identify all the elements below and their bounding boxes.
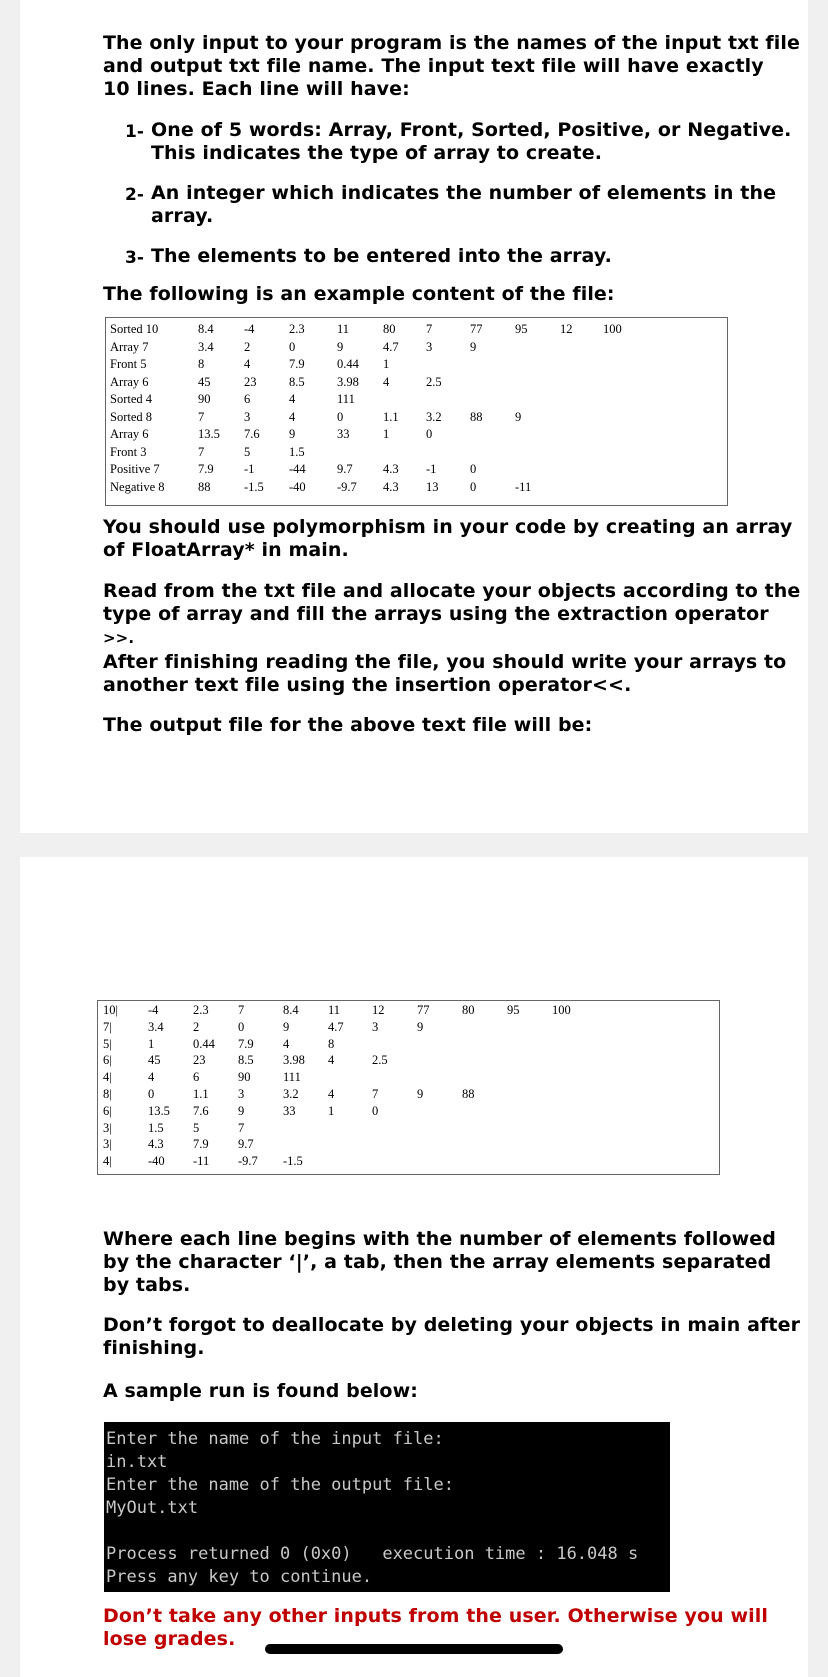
input-cell: 13 <box>426 479 439 494</box>
input-cell: -1 <box>426 462 437 476</box>
where-line: by the character ‘|’, a tab, then the array elements separated <box>103 1251 772 1273</box>
input-cell: 3.4 <box>198 339 214 354</box>
input-cell: Negative 8 <box>110 479 165 494</box>
output-cell: 7.9 <box>238 1036 254 1051</box>
polymorphism-line: You should use polymorphism in your code by creating an array <box>103 516 793 538</box>
console-line: Process returned 0 (0x0) execution time : 16.048 s <box>106 1544 639 1564</box>
output-cell: 100 <box>552 1003 571 1017</box>
output-cell: 2 <box>193 1019 200 1034</box>
input-cell: 1.1 <box>383 409 399 424</box>
input-cell: 3.98 <box>337 374 359 389</box>
input-cell: Sorted 8 <box>110 409 153 424</box>
input-cell: 95 <box>515 322 528 336</box>
step-text: The elements to be entered into the array. <box>151 245 612 267</box>
warning-line: Don’t take any other inputs from the user. Otherwise you will <box>103 1605 768 1627</box>
output-cell: 2.5 <box>372 1053 388 1068</box>
input-cell: 4.3 <box>383 479 399 494</box>
output-cell: 4 <box>283 1036 290 1051</box>
output-cell: 6 <box>193 1070 200 1085</box>
console-line: Enter the name of the input file: <box>106 1429 444 1449</box>
console-line: in.txt <box>106 1452 168 1472</box>
input-cell: -40 <box>289 479 306 494</box>
output-cell: 8.5 <box>238 1053 254 1068</box>
output-cell: -9.7 <box>238 1154 258 1169</box>
input-cell: Positive 7 <box>110 462 160 476</box>
input-cell: 9 <box>470 339 477 354</box>
output-cell: 7 <box>238 1120 245 1135</box>
output-cell: 7 <box>372 1087 379 1101</box>
input-cell: 4.7 <box>383 339 399 354</box>
intro-line: and output txt file name. The input text file will have exactly <box>103 55 764 77</box>
home-indicator[interactable] <box>265 1644 563 1654</box>
output-cell: 7 <box>238 1003 245 1017</box>
input-cell: 3.2 <box>426 409 442 424</box>
output-cell: 12 <box>372 1003 385 1017</box>
output-cell: 8| <box>103 1087 112 1101</box>
output-cell: 3 <box>238 1087 245 1101</box>
input-cell: 9 <box>337 339 344 354</box>
input-cell: 3 <box>244 409 251 424</box>
output-cell: 9 <box>417 1019 424 1034</box>
output-cell: 1 <box>148 1036 155 1051</box>
read-line: >>. <box>103 629 135 647</box>
output-cell: 4.3 <box>148 1137 164 1152</box>
output-cell: 33 <box>283 1103 296 1118</box>
output-cell: 4 <box>328 1087 335 1101</box>
input-cell: 8.4 <box>198 322 214 336</box>
input-cell: 2 <box>244 339 251 354</box>
where-line: Where each line begins with the number of elements followed <box>103 1228 776 1250</box>
input-cell: 3 <box>426 339 433 354</box>
example-heading: The following is an example content of the file: <box>103 283 615 305</box>
output-cell: 7| <box>103 1019 112 1034</box>
output-file-table <box>97 1000 720 1175</box>
output-cell: 2.3 <box>193 1003 209 1017</box>
output-cell: 3| <box>103 1120 112 1135</box>
input-cell: 1 <box>383 427 390 441</box>
input-cell: Array 6 <box>110 374 149 389</box>
output-cell: -40 <box>148 1154 165 1169</box>
input-cell: 0 <box>289 339 296 354</box>
output-cell: -4 <box>148 1003 159 1017</box>
input-cell: 4.3 <box>383 462 399 476</box>
input-file-table <box>105 317 728 506</box>
step-text: An integer which indicates the number of elements in the <box>151 182 777 204</box>
output-cell: 9 <box>283 1019 290 1034</box>
input-cell: 8 <box>198 357 205 371</box>
input-cell: 7.9 <box>289 357 305 371</box>
output-cell: 3 <box>372 1019 379 1034</box>
step-text: One of 5 words: Array, Front, Sorted, Positive, or Negative. <box>151 119 792 141</box>
output-cell: 23 <box>193 1053 206 1068</box>
input-cell: 0.44 <box>337 357 359 371</box>
input-cell: 2.3 <box>289 322 305 336</box>
output-cell: 3.4 <box>148 1019 164 1034</box>
output-cell: 95 <box>507 1003 520 1017</box>
input-cell: 88 <box>470 409 483 424</box>
output-heading: The output file for the above text file will be: <box>103 714 593 736</box>
console-window <box>104 1422 670 1592</box>
output-cell: 3| <box>103 1137 112 1152</box>
output-cell: 9 <box>238 1103 245 1118</box>
input-cell: Array 7 <box>110 339 149 354</box>
step-number: 2- <box>125 185 145 205</box>
output-cell: 6| <box>103 1053 112 1068</box>
output-cell: 88 <box>462 1087 475 1101</box>
input-cell: 45 <box>198 374 211 389</box>
output-cell: 8 <box>328 1036 335 1051</box>
step-number: 1- <box>125 122 145 142</box>
output-cell: 80 <box>462 1003 475 1017</box>
input-cell: -11 <box>515 479 532 494</box>
input-cell: 1 <box>383 357 390 371</box>
input-cell: 9 <box>515 409 522 424</box>
console-line: MyOut.txt <box>106 1498 199 1518</box>
input-cell: -1.5 <box>244 479 264 494</box>
sample-heading: A sample run is found below: <box>103 1380 418 1402</box>
output-cell: 3.2 <box>283 1087 299 1101</box>
intro-line: 10 lines. Each line will have: <box>103 78 410 100</box>
output-cell: 45 <box>148 1053 161 1068</box>
input-cell: -9.7 <box>337 479 357 494</box>
write-line: After finishing reading the file, you should write your arrays to <box>103 651 787 673</box>
output-cell: 11 <box>328 1003 341 1017</box>
input-cell: Sorted 4 <box>110 392 153 406</box>
step-text: array. <box>151 205 214 227</box>
output-cell: 90 <box>238 1070 251 1085</box>
output-cell: 111 <box>283 1070 301 1085</box>
output-cell: 4 <box>148 1070 155 1085</box>
output-cell: 0 <box>238 1019 245 1034</box>
input-cell: 8.5 <box>289 374 305 389</box>
input-cell: 4 <box>289 392 296 406</box>
input-cell: 0 <box>470 462 477 476</box>
output-cell: 4| <box>103 1154 112 1169</box>
console-line: Press any key to continue. <box>106 1567 373 1587</box>
input-cell: 100 <box>603 322 622 336</box>
input-cell: -4 <box>244 322 255 336</box>
output-cell: 4| <box>103 1070 112 1085</box>
input-cell: 4 <box>244 357 251 371</box>
output-cell: 0.44 <box>193 1036 215 1051</box>
output-cell: 1 <box>328 1103 335 1118</box>
input-cell: 9.7 <box>337 462 353 476</box>
input-cell: 77 <box>470 322 483 336</box>
input-cell: 7.9 <box>198 462 214 476</box>
output-cell: 3.98 <box>283 1053 305 1068</box>
input-cell: 2.5 <box>426 374 442 389</box>
output-cell: 13.5 <box>148 1103 170 1118</box>
read-line: type of array and fill the arrays using the extraction operator <box>103 603 769 625</box>
input-cell: 90 <box>198 392 211 406</box>
input-cell: Front 5 <box>110 357 147 371</box>
input-cell: Array 6 <box>110 427 149 441</box>
input-cell: -44 <box>289 462 306 476</box>
input-cell: 0 <box>337 409 344 424</box>
input-cell: 6 <box>244 392 251 406</box>
output-cell: 5 <box>193 1120 200 1135</box>
output-cell: 7.6 <box>193 1103 209 1118</box>
output-cell: 9 <box>417 1087 424 1101</box>
input-cell: -1 <box>244 462 255 476</box>
output-cell: 4.7 <box>328 1019 344 1034</box>
output-cell: 7.9 <box>193 1137 209 1152</box>
output-cell: 77 <box>417 1003 430 1017</box>
input-cell: 1.5 <box>289 444 305 459</box>
output-cell: 1.1 <box>193 1087 209 1101</box>
input-cell: 11 <box>337 322 350 336</box>
polymorphism-line: of FloatArray* in main. <box>103 539 349 561</box>
where-line: by tabs. <box>103 1274 191 1296</box>
input-cell: 4 <box>289 409 296 424</box>
input-cell: 7 <box>198 444 205 459</box>
output-cell: 9.7 <box>238 1137 254 1152</box>
input-cell: 4 <box>383 374 390 389</box>
output-cell: 8.4 <box>283 1003 299 1017</box>
input-cell: 33 <box>337 427 350 441</box>
warning-line: lose grades. <box>103 1628 236 1650</box>
dealloc-line: Don’t forgot to deallocate by deleting your objects in main after <box>103 1314 801 1336</box>
input-cell: 88 <box>198 479 211 494</box>
input-cell: Sorted 10 <box>110 322 159 336</box>
output-cell: 10| <box>103 1003 119 1017</box>
input-cell: 23 <box>244 374 257 389</box>
input-cell: 13.5 <box>198 427 220 441</box>
input-cell: 7 <box>426 322 433 336</box>
input-cell: 5 <box>244 444 251 459</box>
input-cell: 80 <box>383 322 396 336</box>
read-line: Read from the txt file and allocate your objects according to the <box>103 580 801 602</box>
step-text: This indicates the type of array to create. <box>151 142 603 164</box>
console-line: Enter the name of the output file: <box>106 1475 454 1495</box>
write-line: another text file using the insertion operator<<. <box>103 674 632 696</box>
input-cell: 111 <box>337 392 355 406</box>
input-cell: 0 <box>470 479 477 494</box>
output-cell: 1.5 <box>148 1120 164 1135</box>
input-cell: 9 <box>289 427 296 441</box>
intro-line: The only input to your program is the names of the input txt file <box>103 32 800 54</box>
output-cell: 0 <box>148 1087 155 1101</box>
output-cell: 5| <box>103 1036 112 1051</box>
step-number: 3- <box>125 248 145 268</box>
dealloc-line: finishing. <box>103 1337 205 1359</box>
output-cell: 6| <box>103 1103 112 1118</box>
input-cell: 0 <box>426 427 433 441</box>
output-cell: 4 <box>328 1053 335 1068</box>
input-cell: Front 3 <box>110 444 147 459</box>
output-cell: 0 <box>372 1103 379 1118</box>
output-cell: -1.5 <box>283 1154 303 1169</box>
input-cell: 7 <box>198 409 205 424</box>
input-cell: 7.6 <box>244 427 260 441</box>
output-cell: -11 <box>193 1154 210 1169</box>
input-cell: 12 <box>560 322 573 336</box>
